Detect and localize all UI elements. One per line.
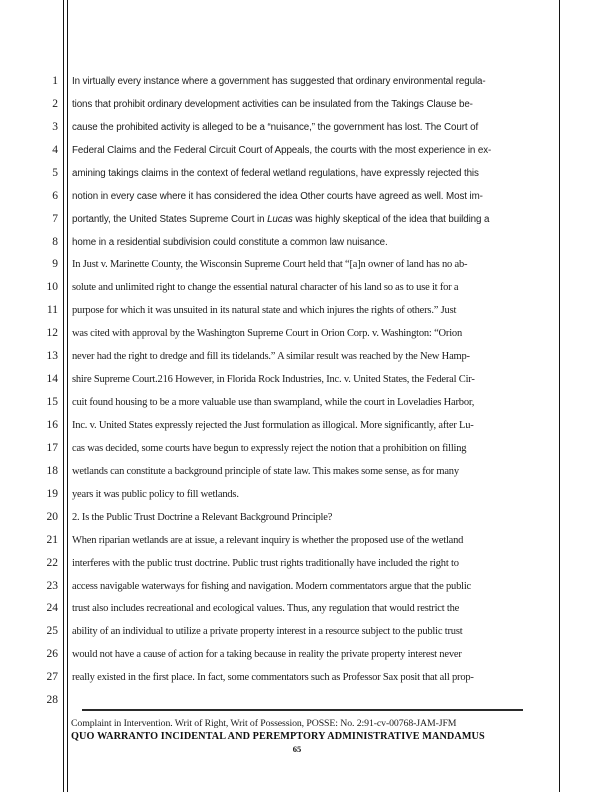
line-text: cause the prohibited activity is alleged to be a “nuisance,” the government has lost. The Court of [72, 121, 479, 133]
line-text: interferes with the public trust doctrine. Public trust rights traditionally have included the right to [72, 557, 459, 569]
line-number: 19 [46, 487, 58, 500]
line-number: 24 [46, 602, 58, 615]
line-number: 18 [46, 464, 58, 477]
line-text: 2. Is the Public Trust Doctrine a Relevant Background Principle? [72, 511, 333, 523]
line-number: 14 [46, 373, 58, 386]
line-number: 23 [46, 579, 58, 592]
line-number-column [0, 0, 58, 792]
body-line [72, 671, 474, 684]
line-number: 4 [52, 143, 58, 156]
line-text: access navigable waterways for fishing and navigation. Modern commentators argue that the public [72, 580, 472, 592]
body-line [72, 442, 466, 455]
line-text: cas was decided, some courts have begun to expressly reject the notion that a prohibition on filling [72, 442, 467, 454]
left-double-rule-outer [63, 0, 64, 792]
line-text: When riparian wetlands are at issue, a relevant inquiry is whether the proposed use of the wetland [72, 534, 464, 546]
line-number: 22 [46, 556, 58, 569]
line-text: shire Supreme Court.216 However, in Florida Rock Industries, Inc. v. United States, the Federal Cir- [72, 374, 475, 386]
line-text: would not have a cause of action for a taking because in reality the private property interest never [72, 649, 462, 661]
line-text: really existed in the first place. In fact, some commentators such as Professor Sax posit that all prop- [72, 672, 474, 684]
line-text: Inc. v. United States expressly rejected the Just formulation as illogical. More significantly, after Lu- [72, 419, 474, 431]
line-text: amining takings claims in the context of federal wetland regulations, have expressly rejected this [72, 167, 479, 179]
line-number: 8 [52, 235, 58, 248]
body-line [72, 304, 456, 317]
body-line [72, 625, 462, 638]
footer [71, 718, 523, 754]
body-line [72, 419, 474, 432]
footer-document-title: QUO WARRANTO INCIDENTAL AND PEREMPTORY ADMINISTRATIVE MANDAMUS [71, 731, 485, 742]
body-line [72, 557, 459, 570]
body-text-column [72, 0, 544, 792]
line-number: 10 [46, 281, 58, 294]
body-line [72, 75, 486, 88]
line-text: Federal Claims and the Federal Circuit Court of Appeals, the courts with the most experience in ex- [72, 144, 492, 156]
body-line [72, 602, 459, 615]
line-text: home in a residential subdivision could constitute a common law nuisance. [72, 236, 388, 248]
line-number: 17 [46, 441, 58, 454]
line-text: tions that prohibit ordinary development activities can be insulated from the Takings Clause be- [72, 98, 473, 110]
line-number: 27 [46, 671, 58, 684]
line-text: wetlands can constitute a background principle of state law. This makes some sense, as for many [72, 465, 459, 477]
line-number: 1 [52, 75, 58, 87]
line-number: 28 [46, 694, 58, 707]
right-rule [559, 0, 560, 792]
line-number: 16 [46, 418, 58, 431]
body-line [72, 534, 463, 547]
body-line [72, 327, 462, 340]
body-line [72, 167, 479, 180]
body-line [72, 580, 471, 593]
left-double-rule-inner [67, 0, 68, 792]
line-number: 21 [46, 533, 58, 546]
line-number: 15 [46, 396, 58, 408]
line-text: never had the right to dredge and fill its tidelands.” A similar result was reached by the New Hamp- [72, 351, 470, 363]
body-line [72, 350, 470, 363]
body-line [72, 465, 459, 478]
body-line [72, 213, 489, 226]
body-line [72, 190, 483, 203]
line-text: notion in every case where it has considered the idea Other courts have agreed as well. Most im- [72, 190, 483, 202]
footer-case-caption: Complaint in Intervention. Writ of Right, Writ of Possession, POSSE: No. 2:91-cv-00768-JAM-JFM [71, 718, 457, 729]
page-number: 65 [292, 744, 302, 754]
line-text: In Just v. Marinette County, the Wisconsin Supreme Court held that “[a]n owner of land has no ab- [72, 259, 468, 271]
line-text: solute and unlimited right to change the essential natural character of his land so as to use it for a [72, 282, 459, 294]
line-number: 20 [46, 510, 58, 523]
body-line [72, 144, 491, 157]
body-line [72, 373, 475, 386]
line-text: cuit found housing to be a more valuable use than swampland, while the court in Loveladies Harbor, [72, 397, 475, 408]
line-number: 2 [52, 97, 58, 110]
line-number: 6 [52, 189, 58, 202]
line-number: 9 [52, 258, 58, 271]
body-line [72, 488, 239, 501]
footer-rule [82, 709, 523, 711]
line-number: 3 [52, 120, 58, 133]
line-text: portantly, the United States Supreme Court in [72, 213, 268, 225]
line-number: 26 [46, 648, 58, 661]
italic-case-name: Lucas [267, 213, 293, 225]
body-line [72, 281, 458, 294]
line-number: 12 [46, 327, 58, 340]
body-line [72, 98, 473, 111]
line-number: 11 [46, 304, 58, 317]
line-number: 13 [46, 350, 58, 363]
body-line [72, 648, 462, 661]
line-text: In virtually every instance where a government has suggested that ordinary environmental regula- [72, 76, 486, 87]
body-line [72, 121, 478, 134]
body-line [72, 236, 388, 249]
line-text: purpose for which it was unsuited in its natural state and which injures the rights of others.” Just [72, 305, 457, 317]
line-text: ability of an individual to utilize a private property interest in a resource subject to the public trust [72, 626, 463, 638]
line-text: years it was public policy to fill wetlands. [72, 488, 239, 500]
body-line [72, 396, 474, 409]
line-text: was highly skeptical of the idea that building a [292, 213, 490, 225]
line-number: 7 [52, 212, 58, 225]
line-number: 5 [52, 166, 58, 179]
line-text: was cited with approval by the Washington Supreme Court in Orion Corp. v. Washington: “Orion [72, 328, 463, 340]
body-line [72, 511, 332, 524]
line-text: trust also includes recreational and ecological values. Thus, any regulation that would restrict the [72, 603, 460, 615]
line-number: 25 [46, 625, 58, 638]
body-line [72, 258, 467, 271]
